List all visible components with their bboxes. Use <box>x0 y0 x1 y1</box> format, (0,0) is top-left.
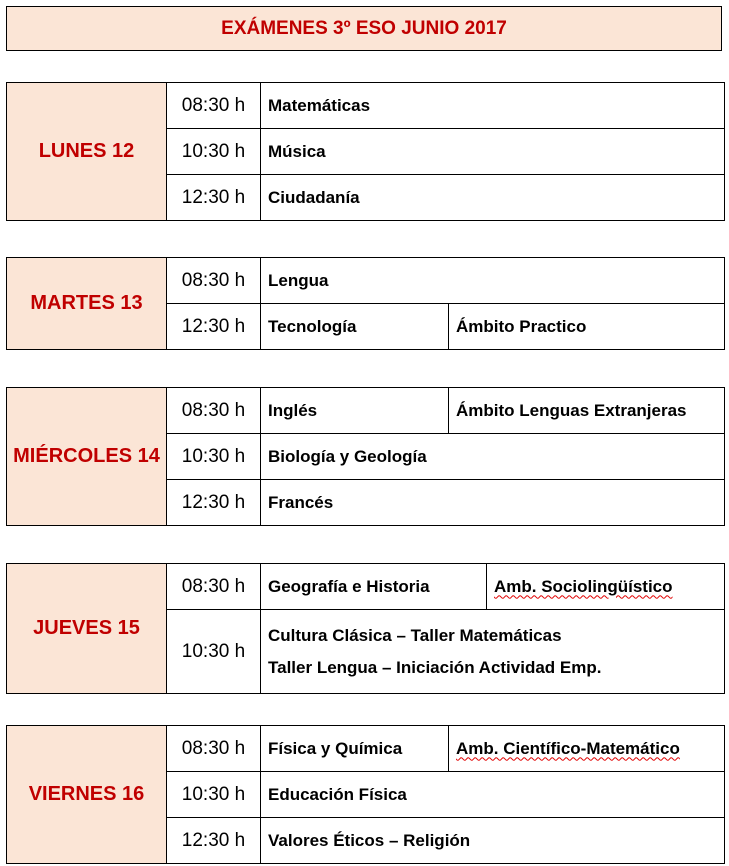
time-cell: 08:30 h <box>167 258 261 304</box>
time-cell: 10:30 h <box>167 434 261 480</box>
subject-cell: Valores Éticos – Religión <box>261 818 725 864</box>
subject-cell: Lengua <box>261 258 725 304</box>
subject-cell: Francés <box>261 480 725 526</box>
day-table-miercoles <box>6 387 725 526</box>
time-cell: 08:30 h <box>167 83 261 129</box>
subject-text: Amb. Sociolingüístico <box>494 576 673 596</box>
time-cell: 10:30 h <box>167 772 261 818</box>
time-cell: 10:30 h <box>167 610 261 694</box>
subject-line: Taller Lengua – Iniciación Actividad Emp. <box>268 657 602 677</box>
subject-cell: Tecnología <box>261 304 449 350</box>
day-table-jueves <box>6 563 725 694</box>
day-table-martes <box>6 257 725 350</box>
subject-cell <box>261 610 725 694</box>
page-title: EXÁMENES 3º ESO JUNIO 2017 <box>6 6 722 51</box>
subject-cell: Biología y Geología <box>261 434 725 480</box>
subject-cell: Matemáticas <box>261 83 725 129</box>
day-table-lunes <box>6 82 725 221</box>
time-cell: 12:30 h <box>167 818 261 864</box>
subject-text: Amb. Científico-Matemático <box>456 738 680 758</box>
time-cell: 12:30 h <box>167 304 261 350</box>
subject-cell <box>449 726 725 772</box>
subject-cell: Educación Física <box>261 772 725 818</box>
subject-cell: Música <box>261 129 725 175</box>
subject-cell: Ámbito Lenguas Extranjeras <box>449 388 725 434</box>
day-label: VIERNES 16 <box>7 726 167 864</box>
day-label: JUEVES 15 <box>7 564 167 694</box>
subject-cell: Ámbito Practico <box>449 304 725 350</box>
time-cell: 08:30 h <box>167 726 261 772</box>
time-cell: 12:30 h <box>167 175 261 221</box>
day-label: MARTES 13 <box>7 258 167 350</box>
subject-cell: Ciudadanía <box>261 175 725 221</box>
day-table-viernes <box>6 725 725 864</box>
subject-cell: Inglés <box>261 388 449 434</box>
time-cell: 08:30 h <box>167 388 261 434</box>
subject-cell: Geografía e Historia <box>261 564 487 610</box>
day-label: MIÉRCOLES 14 <box>7 388 167 526</box>
day-label: LUNES 12 <box>7 83 167 221</box>
time-cell: 08:30 h <box>167 564 261 610</box>
subject-line: Cultura Clásica – Taller Matemáticas <box>268 625 562 645</box>
time-cell: 10:30 h <box>167 129 261 175</box>
time-cell: 12:30 h <box>167 480 261 526</box>
subject-cell <box>487 564 725 610</box>
subject-cell: Física y Química <box>261 726 449 772</box>
